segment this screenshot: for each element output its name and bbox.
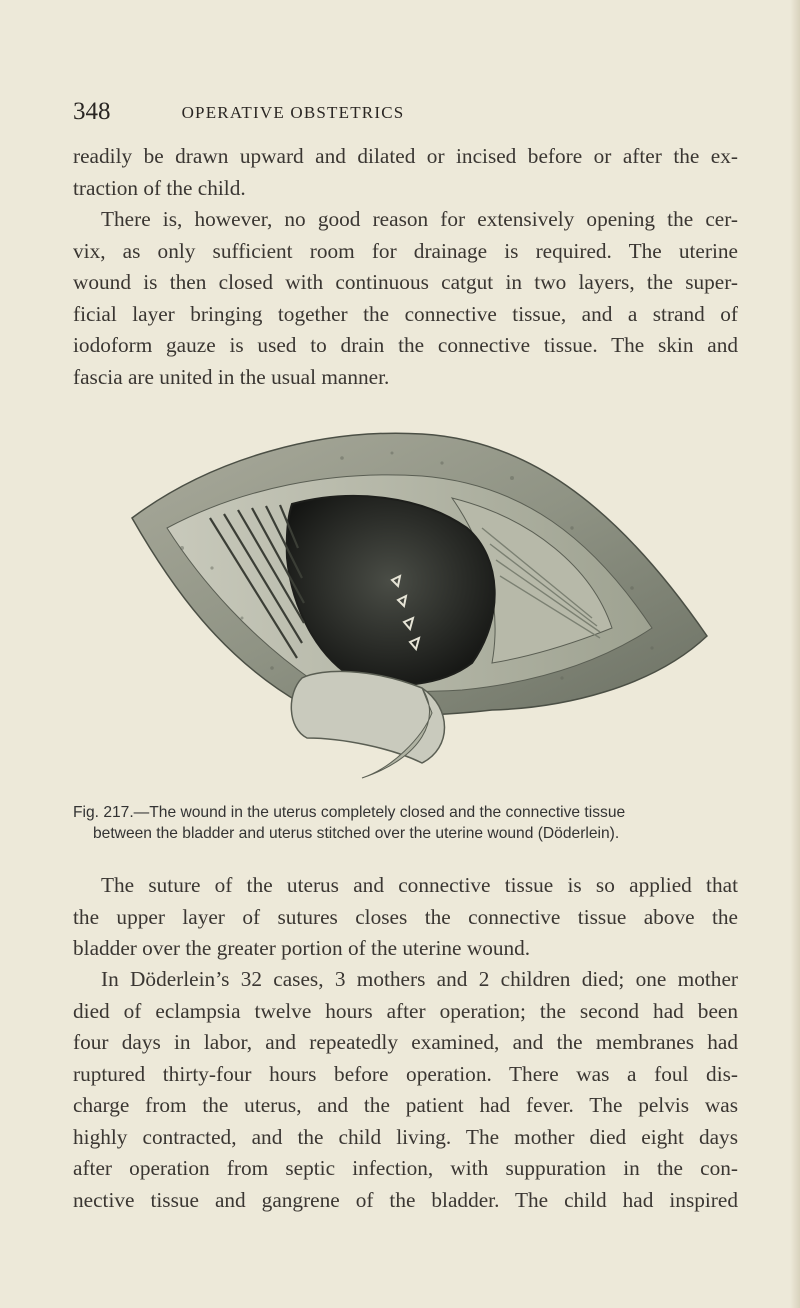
text-line: The suture of the uterus and connective tissue is so applied that [101, 873, 738, 897]
text-line: fascia are united in the usual manner. [73, 364, 390, 389]
paragraph-1 [73, 141, 738, 204]
text-line: iodoform gauze is used to drain the connective tissue. The skin and [73, 333, 738, 357]
text-line: died of eclampsia twelve hours after operation; the second had been [73, 998, 738, 1023]
text-line: In Döderlein’s 32 cases, 3 mothers and 2 children died; one mother [101, 967, 738, 991]
page-header [73, 98, 513, 128]
uterus-wound-illustration [92, 418, 740, 796]
page-number: 348 [73, 98, 111, 125]
text-line: vix, as only sufficient room for drainage is required. The uterine [73, 238, 738, 263]
text-line: after operation from septic infection, with suppuration in the con- [73, 1156, 738, 1180]
text-line: four days in labor, and repeatedly examined, and the membranes had [73, 1030, 738, 1054]
text-line: ficial layer bringing together the connective tissue, and a strand of [73, 301, 738, 326]
text-line: bladder over the greater portion of the uterine wound. [73, 936, 531, 960]
caption-line: between the bladder and uterus stitched over the uterine wound (Döderlein). [93, 825, 620, 842]
running-head: OPERATIVE OBSTETRICS [181, 103, 405, 122]
figure-caption [73, 802, 738, 844]
text-line: the upper layer of sutures closes the connective tissue above the [73, 904, 738, 929]
text-line: wound is then closed with continuous catgut in two layers, the super- [73, 270, 738, 294]
text-line: ruptured thirty-four hours before operation. There was a foul dis- [73, 1061, 738, 1086]
text-line: charge from the uterus, and the patient had fever. The pelvis was [73, 1093, 738, 1117]
paragraph-4 [73, 964, 738, 1216]
paragraph-3 [73, 870, 738, 965]
paragraph-2 [73, 204, 738, 393]
caption-line: Fig. 217.—The wound in the uterus completely closed and the connective tissue [73, 804, 626, 821]
text-line: readily be drawn upward and dilated or incised before or after the ex- [73, 144, 738, 168]
text-line: traction of the child. [73, 175, 246, 200]
page-edge [790, 0, 800, 1308]
text-line: nective tissue and gangrene of the bladder. The child had inspired [73, 1187, 738, 1212]
text-line: highly contracted, and the child living. The mother died eight days [73, 1124, 738, 1149]
text-line: There is, however, no good reason for extensively opening the cer- [101, 207, 738, 231]
